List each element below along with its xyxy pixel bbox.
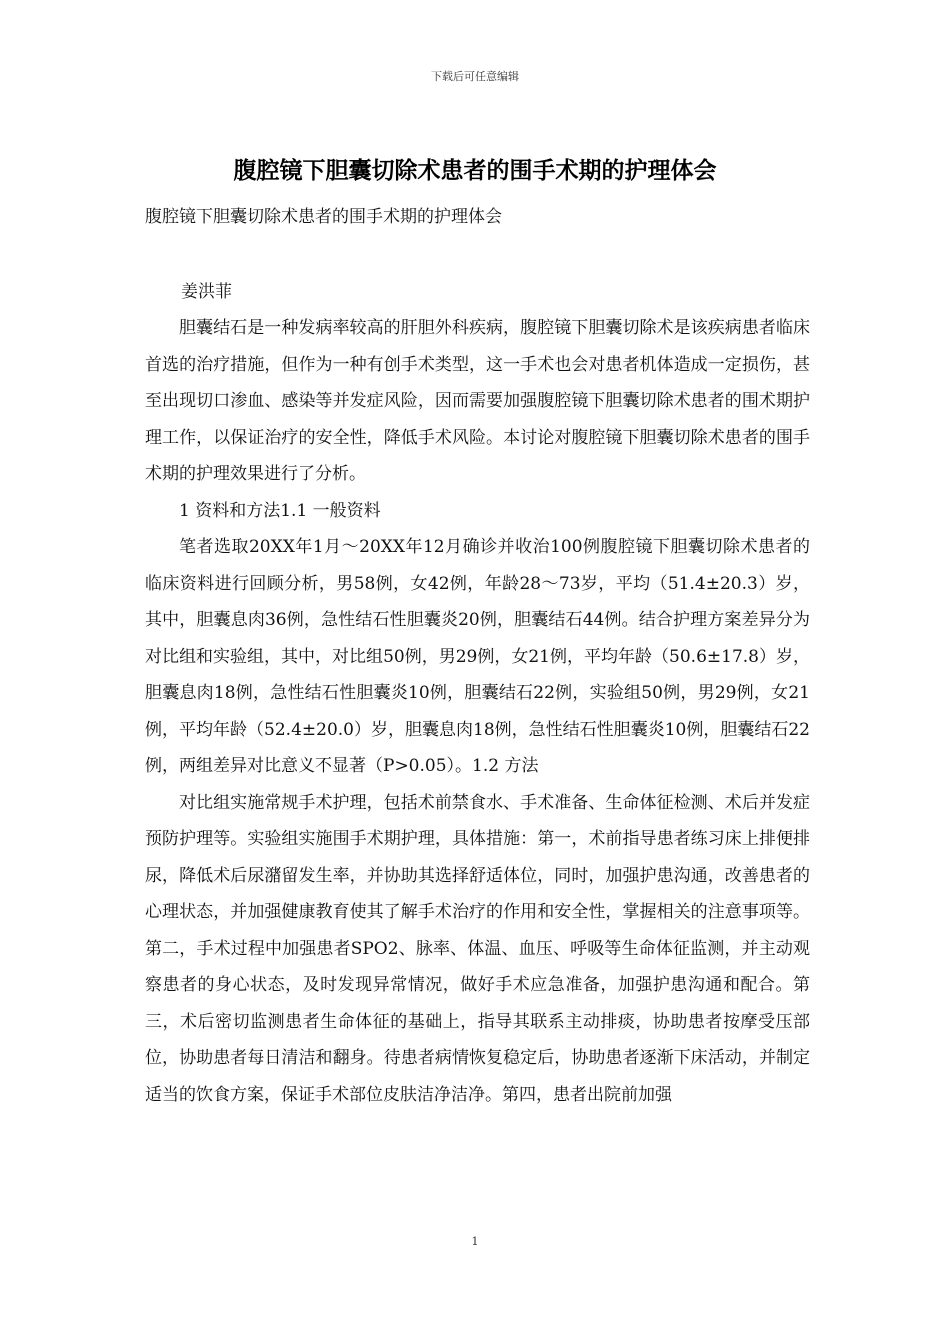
document-body <box>145 310 810 1113</box>
paragraph-methods: 对比组实施常规手术护理，包括术前禁食水、手术准备、生命体征检测、术后并发症预防护理等。实验组实施围手术期护理，具体措施：第一，术前指导患者练习床上排便排尿，降低术后尿潴留发生率，并协助其选择舒适体位，同时，加强护患沟通，改善患者的心理状态，并加强健康教育使其了解手术治疗的作用和安全性，掌握相关的注意事项等。第二，手术过程中加强患者SPO2、脉率、体温、血压、呼吸等生命体征监测，并主动观察患者的身心状态，及时发现异常情况，做好手术应急准备，加强护患沟通和配合。第三，术后密切监测患者生命体征的基础上，指导其联系主动排痰，协助患者按摩受压部位，协助患者每日清洁和翻身。待患者病情恢复稳定后，协助患者逐渐下床活动，并制定适当的饮食方案，保证手术部位皮肤洁净洁净。第四，患者出院前加强 <box>145 792 810 1105</box>
document-title: 腹腔镜下胆囊切除术患者的围手术期的护理体会 <box>233 157 717 184</box>
paragraph-intro: 胆囊结石是一种发病率较高的肝胆外科疾病，腹腔镜下胆囊切除术是该疾病患者临床首选的治疗措施，但作为一种有创手术类型，这一手术也会对患者机体造成一定损伤，甚至出现切口渗血、感染等并发症风险，因而需要加强腹腔镜下胆囊切除术患者的围术期护理工作，以保证治疗的安全性，降低手术风险。本讨论对腹腔镜下胆囊切除术患者的围手术期的护理效果进行了分析。 <box>145 318 810 484</box>
page-number: 1 <box>471 1235 479 1248</box>
section-heading-materials-methods: 1 资料和方法1.1 一般资料 <box>179 500 381 521</box>
author-name: 姜洪菲 <box>181 282 232 302</box>
header-note: 下载后可任意编辑 <box>431 70 519 83</box>
document-subtitle: 腹腔镜下胆囊切除术患者的围手术期的护理体会 <box>145 207 502 227</box>
paragraph-general-data: 笔者选取20XX年1月～20XX年12月确诊并收治100例腹腔镜下胆囊切除术患者的临床资料进行回顾分析，男58例，女42例，年龄28～73岁，平均（51.4±20.3）岁，其中，胆囊息肉36例，急性结石性胆囊炎20例，胆囊结石44例。结合护理方案差异分为对比组和实验组，其中，对比组50例，男29例，女21例，平均年龄（50.6±17.8）岁，胆囊息肉18例，急性结石性胆囊炎10例，胆囊结石22例，实验组50例，男29例，女21例，平均年龄（52.4±20.0）岁，胆囊息肉18例，急性结石性胆囊炎10例，胆囊结石22例，两组差异对比意义不显著（P>0.05）。1.2 方法 <box>145 537 810 776</box>
